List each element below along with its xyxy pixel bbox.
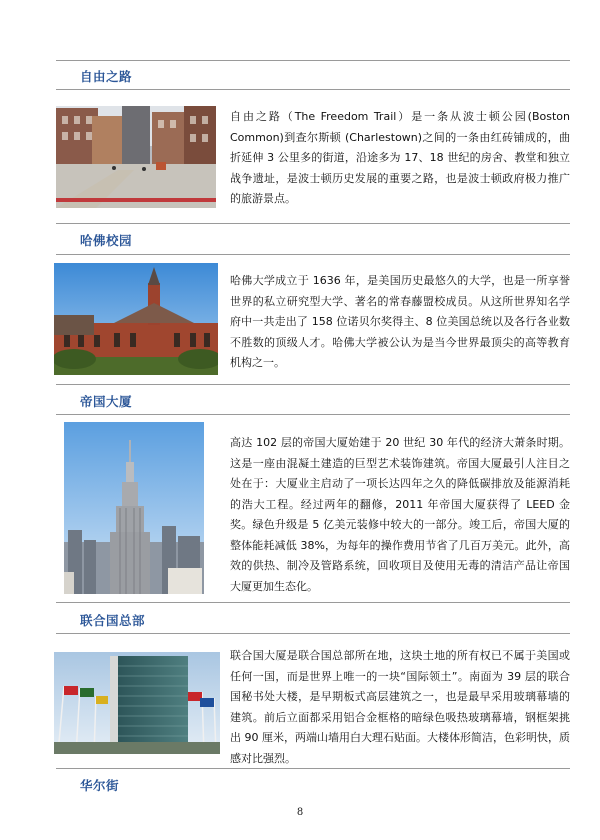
section-divider: [56, 414, 570, 415]
page-number: 8: [296, 807, 304, 818]
united-nations-description: 联合国大厦是联合国总部所在地，这块土地的所有权已不属于美国或任何一国，而是世界上唯一的一块“国际领土”。南面为 39 层的联合国秘书处大楼，是早期板式高层建筑之一，也是最早采用玻璃幕墙的建筑。前后立面都采用铝合金框格的暗绿色吸热玻璃幕墙，钢框架挑出 90 厘米，两端山墙用白大理石贴面。大楼体形简洁，色彩明快，质感对比强烈。: [230, 649, 570, 765]
section-divider: [56, 602, 570, 603]
empire-state-description: 高达 102 层的帝国大厦始建于 20 世纪 30 年代的经济大萧条时期。这是一座由混凝土建造的巨型艺术装饰建筑。帝国大厦最引人注目之处在于：大厦业主启动了一项长达四年之久的降低碳排放及能源消耗的浩大工程。经过两年的翻修，2011 年帝国大厦获得了 LEED 金奖。绿色升级是 5 亿美元装修中较大的一部分。竣工后，帝国大厦的整体能耗减低 38%，为每年的操作费用节省了几百万美元。此外，高效的供热、制冷及管路系统，回收项目及使用无毒的清洁产品让帝国大厦更加生态化。: [230, 436, 570, 593]
united-nations-photo: [54, 652, 220, 754]
harvard-campus-photo: [54, 263, 218, 375]
harvard-description: 哈佛大学成立于 1636 年，是美国历史最悠久的大学，也是一所享誉世界的私立研究型大学、著名的常春藤盟校成员。从这所世界知名学府中一共走出了 158 位诺贝尔奖得主、8 位美国总统以及各行各业数不胜数的顶级人才。哈佛大学被公认为是当今世界最顶尖的高等教育机构之一。: [230, 274, 570, 369]
section-divider: [56, 254, 570, 255]
section-divider: [56, 223, 570, 224]
freedom-trail-photo: [56, 106, 216, 208]
section-divider: [56, 384, 570, 385]
empire-state-building-photo: [64, 422, 204, 594]
section-divider: [56, 60, 570, 61]
section-title-freedom-trail: 自由之路: [80, 69, 133, 84]
section-title-wall-street: 华尔街: [80, 778, 120, 793]
section-divider: [56, 768, 570, 769]
section-title-harvard: 哈佛校园: [80, 233, 133, 248]
freedom-trail-description: 自由之路（The Freedom Trail）是一条从波士顿公园(Boston Common)到查尔斯顿 (Charlestown)之间的一条由红砖铺成的，曲折延伸 3 公里多的街道，沿途多为 17、18 世纪的房舍、教堂和独立战争遗址，是波士顿历史发展的重要之路，也是波士顿政府极力推广的旅游景点。: [230, 110, 570, 205]
section-divider: [56, 633, 570, 634]
section-title-united-nations: 联合国总部: [80, 613, 146, 628]
section-title-empire-state: 帝国大厦: [80, 394, 133, 409]
section-divider: [56, 89, 570, 90]
